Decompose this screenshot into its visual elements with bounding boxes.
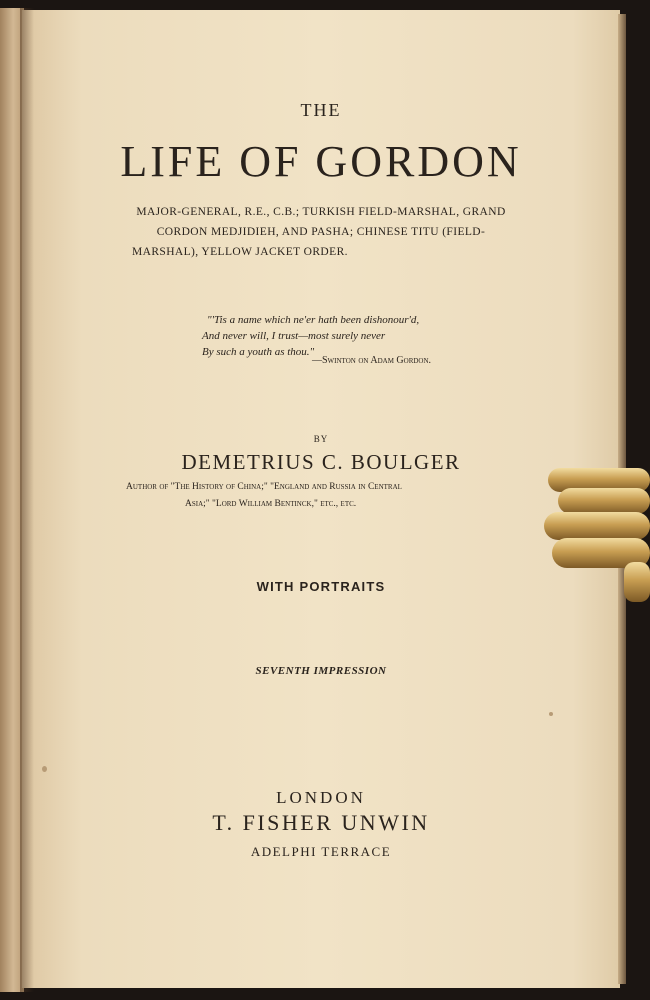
author-works-line-2: Asia;" "Lord William Bentinck," etc., etc. bbox=[185, 499, 357, 509]
title-page bbox=[22, 10, 620, 988]
subtitle-line-3: MARSHAL), YELLOW JACKET ORDER. bbox=[132, 246, 348, 258]
foxing-spot bbox=[549, 712, 553, 716]
epigraph-attribution: —Swinton on Adam Gordon. bbox=[312, 355, 432, 366]
by-label: BY bbox=[313, 434, 329, 444]
clip-finger bbox=[544, 512, 650, 540]
foxing-spot bbox=[42, 766, 47, 772]
clip-thumb bbox=[624, 562, 650, 602]
publisher-address: ADELPHI TERRACE bbox=[250, 844, 392, 859]
epigraph-line-2: And never will, I trust—most surely never bbox=[202, 330, 386, 342]
publication-place: LONDON bbox=[276, 788, 366, 807]
author-works-line-1: Author of "The History of China;" "England and Russia in Central bbox=[126, 482, 402, 492]
with-portraits: WITH PORTRAITS bbox=[256, 579, 386, 594]
brass-hand-clip bbox=[540, 458, 650, 608]
book-gutter bbox=[20, 8, 34, 992]
epigraph-line-3: By such a youth as thou." bbox=[202, 346, 315, 358]
book-title: LIFE OF GORDON bbox=[120, 137, 522, 186]
publisher-name: T. FISHER UNWIN bbox=[212, 810, 430, 835]
subtitle-line-1: MAJOR-GENERAL, R.E., C.B.; TURKISH FIELD-MARSHAL, GRAND bbox=[136, 206, 506, 218]
subtitle-line-2: CORDON MEDJIDIEH, AND PASHA; CHINESE TITU (FIELD- bbox=[156, 226, 486, 238]
impression-note: SEVENTH IMPRESSION bbox=[255, 665, 387, 677]
author-name: DEMETRIUS C. BOULGER bbox=[181, 450, 461, 474]
title-the: THE bbox=[300, 100, 342, 120]
epigraph-line-1: "'Tis a name which ne'er hath been dishonour'd, bbox=[207, 314, 420, 326]
clip-finger bbox=[558, 488, 650, 514]
